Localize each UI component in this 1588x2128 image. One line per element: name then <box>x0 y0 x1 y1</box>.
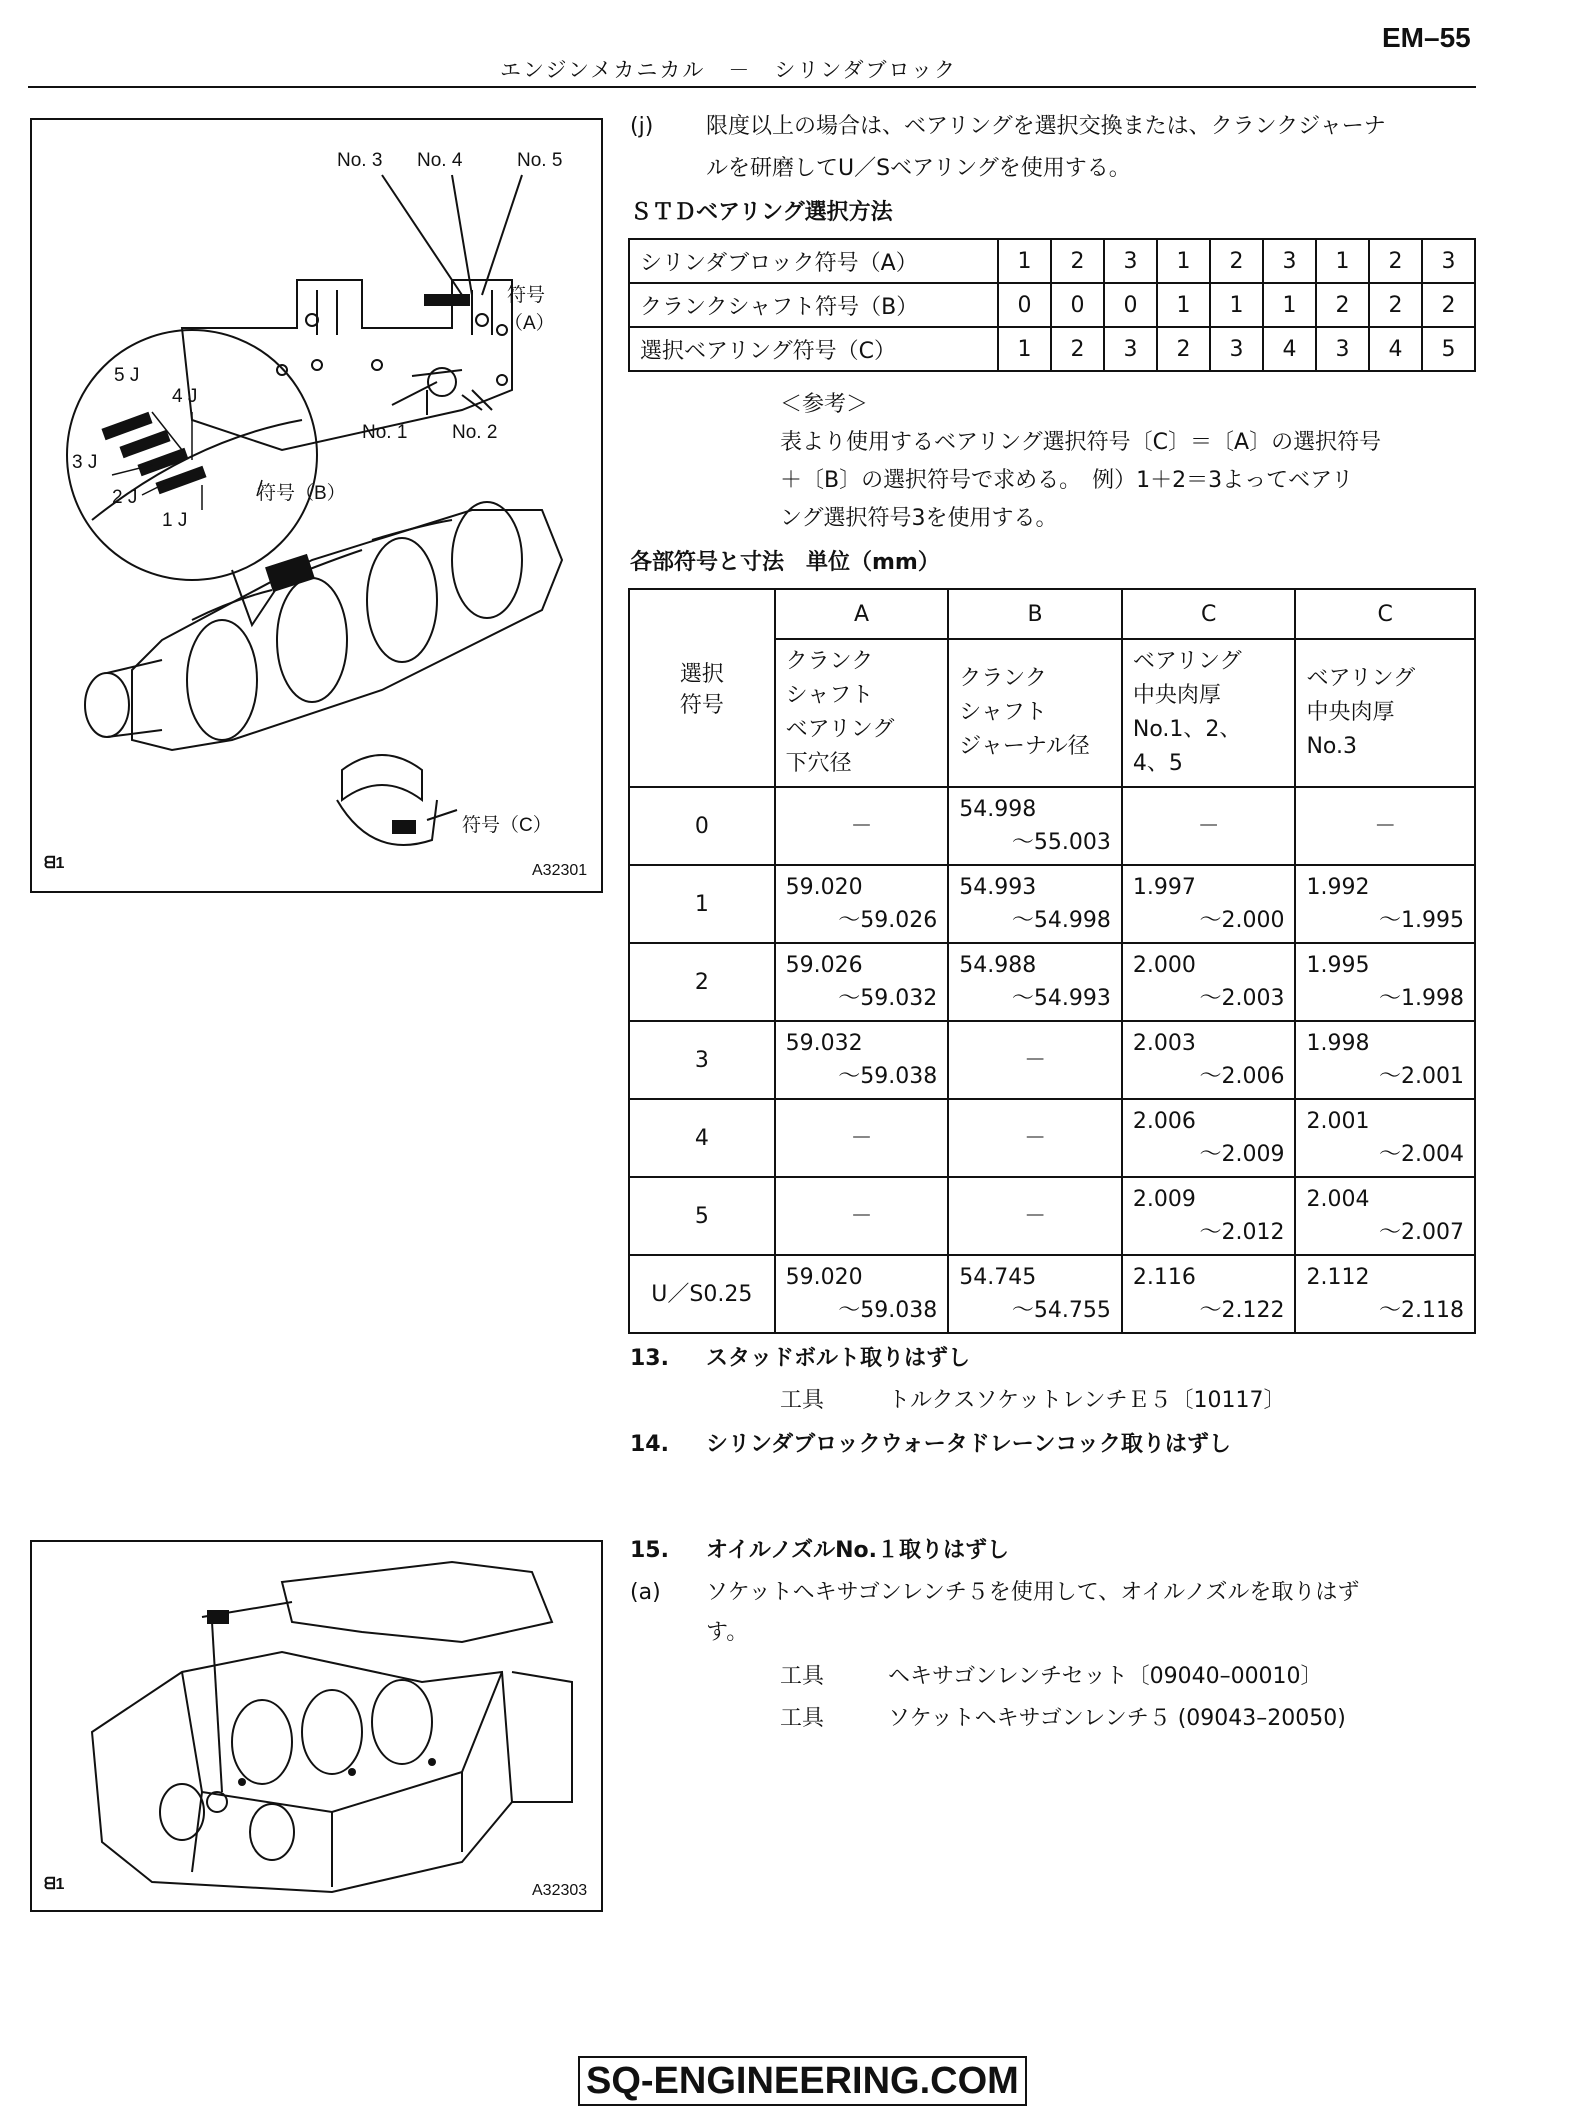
range-low: 2.009 <box>1132 1187 1196 1212</box>
step13-title: スタッドボルト取りはずし <box>706 1346 971 1371</box>
label-no2: No. 2 <box>452 422 498 443</box>
range-high: ～2.118 <box>1379 1298 1464 1323</box>
selection-cell: 2 <box>1422 283 1475 327</box>
range-high: ～2.009 <box>1199 1142 1285 1167</box>
selection-row-label: 選択ベアリング符号（C） <box>629 327 998 371</box>
dimension-row <box>629 865 1475 943</box>
reference-line3: ング選択符号3を使用する。 <box>780 506 1058 531</box>
selection-code: 1 <box>629 865 775 943</box>
range-low: 2.004 <box>1306 1187 1370 1212</box>
header-rule <box>28 86 1476 88</box>
dimension-cell: － <box>1295 787 1475 865</box>
range-high: ～59.032 <box>838 986 938 1011</box>
selection-cell: 4 <box>1369 327 1422 371</box>
selection-cell: 3 <box>1210 327 1263 371</box>
label-c: 符号（C） <box>462 815 552 836</box>
label-no5: No. 5 <box>517 150 563 171</box>
selection-code: 2 <box>629 943 775 1021</box>
dimension-cell <box>948 865 1122 943</box>
dimension-row <box>629 943 1475 1021</box>
dimension-cell <box>1122 865 1296 943</box>
range-high: ～59.038 <box>838 1298 938 1323</box>
step-j-line2: ルを研磨してU／Sベアリングを使用する。 <box>706 156 1131 181</box>
step14-number: 14. <box>630 1432 669 1457</box>
label-no4: No. 4 <box>417 150 463 171</box>
figure2-mark: ᗺ1 <box>44 1876 65 1893</box>
column-subheader: クランク シャフト ジャーナル径 <box>948 639 1122 787</box>
selection-cell: 2 <box>1210 239 1263 283</box>
step15-sub-line2: す。 <box>706 1620 749 1645</box>
range-low: 2.112 <box>1306 1265 1370 1290</box>
dimension-cell <box>948 943 1122 1021</box>
step13-tool-label: 工具 <box>780 1388 825 1413</box>
selection-cell: 0 <box>998 283 1051 327</box>
step15-tool2-label: 工具 <box>780 1706 825 1731</box>
step-j-label: (j) <box>630 114 654 139</box>
selection-cell: 4 <box>1263 327 1316 371</box>
selection-row-label: クランクシャフト符号（B） <box>629 283 998 327</box>
range-low: 1.995 <box>1306 953 1370 978</box>
selection-code: 0 <box>629 787 775 865</box>
step15-number: 15. <box>630 1538 669 1563</box>
dimension-row <box>629 1021 1475 1099</box>
selection-row-block <box>629 239 1475 283</box>
column-header: B <box>948 589 1122 639</box>
dimension-cell <box>775 1021 949 1099</box>
range-high: ～2.003 <box>1199 986 1285 1011</box>
dimension-cell <box>775 943 949 1021</box>
range-high: ～2.012 <box>1199 1220 1285 1245</box>
step15-tool1: ヘキサゴンレンチセット〔09040–00010〕 <box>888 1664 1323 1689</box>
label-3j: 3 J <box>72 452 98 473</box>
dimension-cell <box>1295 943 1475 1021</box>
dimension-cell <box>775 1255 949 1333</box>
dimension-cell: － <box>775 787 949 865</box>
dimension-row <box>629 787 1475 865</box>
range-low: 1.998 <box>1306 1031 1370 1056</box>
dimension-header-row <box>629 589 1475 639</box>
step15-tool1-label: 工具 <box>780 1664 825 1689</box>
dimension-row <box>629 1177 1475 1255</box>
label-b: 符号（B） <box>257 483 346 504</box>
range-high: ～2.122 <box>1199 1298 1285 1323</box>
range-low: 54.745 <box>959 1265 1037 1290</box>
step15-sub-label: (a) <box>630 1580 661 1605</box>
dimension-cell <box>1295 1021 1475 1099</box>
dimension-cell <box>948 1255 1122 1333</box>
selection-cell: 1 <box>1263 283 1316 327</box>
column-subheader: クランク シャフト ベアリング 下穴径 <box>775 639 949 787</box>
selection-cell: 3 <box>1104 239 1157 283</box>
range-low: 54.993 <box>959 875 1037 900</box>
section-title: エンジンメカニカル － シリンダブロック <box>500 58 958 82</box>
range-low: 2.000 <box>1132 953 1196 978</box>
dimension-title: 各部符号と寸法 単位（mm） <box>630 550 940 575</box>
range-low: 59.032 <box>785 1031 863 1056</box>
range-low: 54.998 <box>959 797 1037 822</box>
selection-cell: 3 <box>1422 239 1475 283</box>
selection-code: 3 <box>629 1021 775 1099</box>
range-low: 1.997 <box>1132 875 1196 900</box>
reference-line2: ＋〔B〕の選択符号で求める。 例）1＋2＝3よってベアリ <box>780 468 1354 493</box>
selection-code: 5 <box>629 1177 775 1255</box>
range-high: ～59.038 <box>838 1064 938 1089</box>
step-j-line1: 限度以上の場合は、ベアリングを選択交換または、クランクジャーナ <box>706 114 1386 139</box>
oil-nozzle-figure <box>30 1540 603 1912</box>
figure1-code: A32301 <box>532 862 588 879</box>
dimension-cell <box>1122 943 1296 1021</box>
column-header: A <box>775 589 949 639</box>
selection-cell: 1 <box>1157 283 1210 327</box>
label-no1: No. 1 <box>362 422 408 443</box>
dimension-row <box>629 1099 1475 1177</box>
range-high: ～59.026 <box>838 908 938 933</box>
std-selection-title: ＳＴＤベアリング選択方法 <box>630 200 893 225</box>
range-low: 1.992 <box>1306 875 1370 900</box>
selection-row-bearing <box>629 327 1475 371</box>
range-low: 59.020 <box>785 1265 863 1290</box>
selection-code: U／S0.25 <box>629 1255 775 1333</box>
label-4j: 4 J <box>172 386 198 407</box>
label-1j: 1 J <box>162 510 188 531</box>
label-no3: No. 3 <box>337 150 383 171</box>
dimension-cell: － <box>1122 787 1296 865</box>
step14-title: シリンダブロックウォータドレーンコック取りはずし <box>706 1432 1231 1457</box>
range-low: 54.988 <box>959 953 1037 978</box>
step13-number: 13. <box>630 1346 669 1371</box>
range-high: ～2.000 <box>1199 908 1285 933</box>
bearing-selection-table <box>628 238 1476 372</box>
dimension-cell: － <box>948 1099 1122 1177</box>
range-high: ～54.755 <box>1011 1298 1111 1323</box>
dimension-cell <box>1122 1099 1296 1177</box>
column-header: C <box>1295 589 1475 639</box>
dimension-cell <box>948 787 1122 865</box>
dimension-cell: － <box>775 1177 949 1255</box>
dimension-cell <box>1122 1255 1296 1333</box>
selection-cell: 3 <box>1104 327 1157 371</box>
selection-cell: 1 <box>1316 239 1369 283</box>
range-low: 59.020 <box>785 875 863 900</box>
figure1-mark: ᗺ1 <box>44 855 65 872</box>
dimension-cell <box>1295 1255 1475 1333</box>
dimension-cell <box>1295 1099 1475 1177</box>
selection-cell: 3 <box>1263 239 1316 283</box>
range-high: ～2.001 <box>1379 1064 1464 1089</box>
selection-code-header: 選択 符号 <box>629 589 775 787</box>
range-high: ～54.998 <box>1011 908 1111 933</box>
step15-sub-line1: ソケットヘキサゴンレンチ５を使用して、オイルノズルを取りはず <box>706 1580 1360 1605</box>
range-low: 2.003 <box>1132 1031 1196 1056</box>
cylinder-block-illustration <box>32 1542 601 1910</box>
range-high: ～2.004 <box>1379 1142 1464 1167</box>
range-high: ～2.006 <box>1199 1064 1285 1089</box>
range-low: 2.116 <box>1132 1265 1196 1290</box>
dimension-cell: － <box>948 1021 1122 1099</box>
selection-cell: 3 <box>1316 327 1369 371</box>
step15-title: オイルノズルNo.１取りはずし <box>706 1538 1010 1563</box>
selection-cell: 2 <box>1157 327 1210 371</box>
selection-row-label: シリンダブロック符号（A） <box>629 239 998 283</box>
selection-cell: 2 <box>1316 283 1369 327</box>
selection-cell: 2 <box>1051 327 1104 371</box>
selection-cell: 0 <box>1051 283 1104 327</box>
range-low: 2.001 <box>1306 1109 1370 1134</box>
dimension-cell <box>1295 865 1475 943</box>
column-subheader: ベアリング 中央肉厚 No.1、2、 4、5 <box>1122 639 1296 787</box>
selection-cell: 2 <box>1369 239 1422 283</box>
selection-cell: 1 <box>1157 239 1210 283</box>
selection-code: 4 <box>629 1099 775 1177</box>
crankshaft-bearing-figure <box>30 118 603 893</box>
range-high: ～2.007 <box>1379 1220 1464 1245</box>
dimension-cell: － <box>775 1099 949 1177</box>
range-high: ～1.998 <box>1379 986 1464 1011</box>
dimension-cell: － <box>948 1177 1122 1255</box>
figure2-code: A32303 <box>532 1882 588 1899</box>
column-header: C <box>1122 589 1296 639</box>
step13-tool: トルクスソケットレンチＥ５〔10117〕 <box>888 1388 1286 1413</box>
selection-cell: 2 <box>1051 239 1104 283</box>
selection-cell: 1 <box>998 239 1051 283</box>
range-high: ～54.993 <box>1011 986 1111 1011</box>
dimension-cell <box>1122 1021 1296 1099</box>
selection-cell: 1 <box>1210 283 1263 327</box>
range-low: 59.026 <box>785 953 863 978</box>
dimension-row <box>629 1255 1475 1333</box>
reference-line1: 表より使用するベアリング選択符号〔C〕＝〔A〕の選択符号 <box>780 430 1382 455</box>
dimension-table-body <box>629 787 1475 1333</box>
selection-cell: 2 <box>1369 283 1422 327</box>
range-high: ～1.995 <box>1379 908 1464 933</box>
dimension-cell <box>775 865 949 943</box>
column-subheader: ベアリング 中央肉厚 No.3 <box>1295 639 1475 787</box>
selection-cell: 0 <box>1104 283 1157 327</box>
reference-title: ＜参考＞ <box>780 392 869 417</box>
label-2j: 2 J <box>112 487 138 508</box>
step15-tool2: ソケットヘキサゴンレンチ５ (09043–20050) <box>888 1706 1346 1731</box>
range-low: 2.006 <box>1132 1109 1196 1134</box>
footer-watermark: SQ-ENGINEERING.COM <box>578 2056 1027 2106</box>
selection-row-crankshaft <box>629 283 1475 327</box>
selection-cell: 1 <box>998 327 1051 371</box>
selection-cell: 5 <box>1422 327 1475 371</box>
range-high: ～55.003 <box>1011 830 1111 855</box>
page-code: EM–55 <box>1382 22 1471 53</box>
label-5j: 5 J <box>114 365 140 386</box>
dimension-cell <box>1295 1177 1475 1255</box>
dimension-table <box>628 588 1476 1334</box>
label-a-line1: 符号 <box>507 285 546 306</box>
dimension-cell <box>1122 1177 1296 1255</box>
label-a-line2: （A） <box>504 313 555 334</box>
